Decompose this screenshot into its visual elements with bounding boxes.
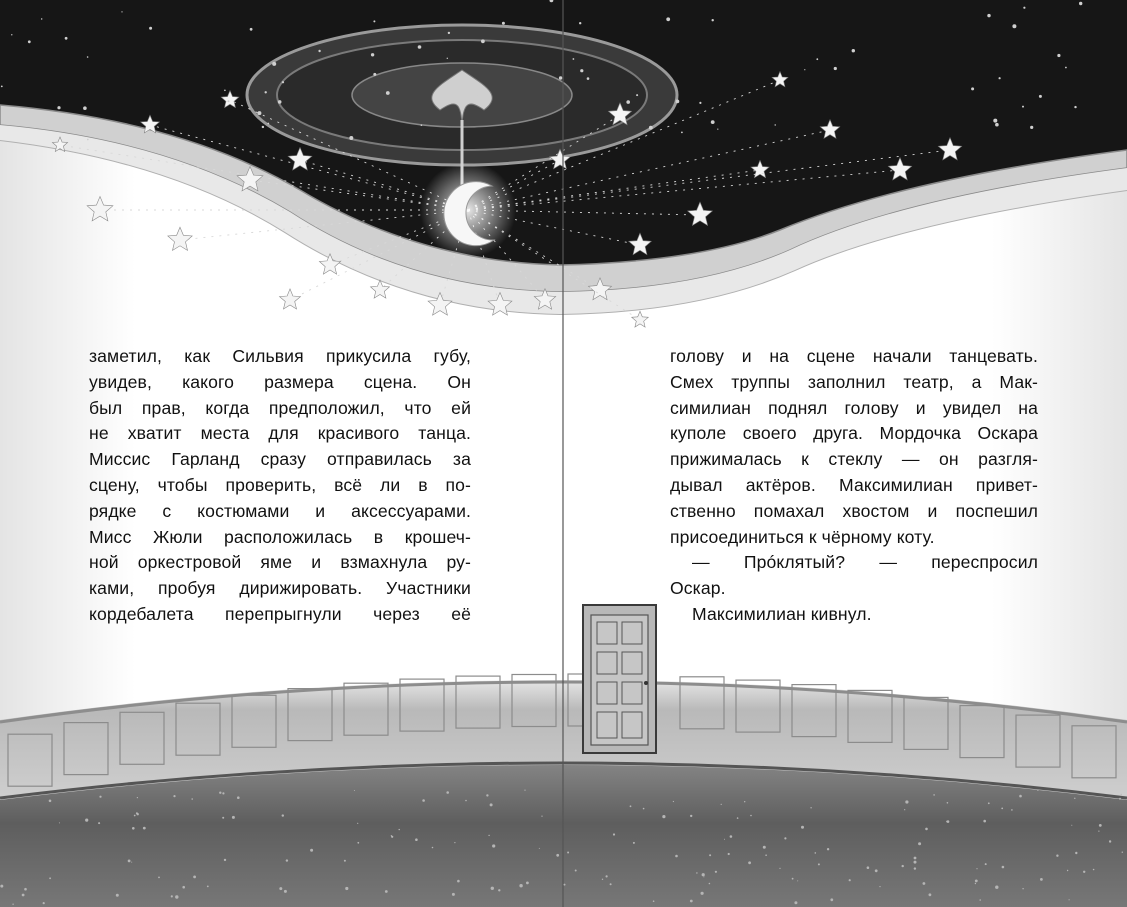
floor-speck [643,808,645,810]
star-dot [1039,95,1042,98]
floor-speck [810,807,811,808]
star-dot [475,93,478,96]
star-dot [1023,7,1025,9]
floor-speck [702,873,705,876]
floor-speck [498,889,500,891]
star-dot [993,119,997,123]
floor-speck [730,835,733,838]
star-dot [1022,106,1024,108]
floor-speck [918,842,921,845]
star-dot [502,22,505,25]
star-dot [318,50,320,52]
floor-speck [979,899,981,901]
floor-speck [282,814,284,816]
floor-speck [947,802,949,804]
star-dot [717,129,718,130]
floor-speck [432,847,434,849]
star-dot [57,106,60,109]
left-line-6: сцену, чтобы проверить, всё ли в по- [89,474,471,495]
floor-speck [867,866,870,869]
star-dot [587,77,590,80]
floor-speck [947,820,950,823]
star-dot [65,37,68,40]
floor-speck [116,894,119,897]
floor-speck [675,855,678,858]
floor-speck [454,842,455,843]
star-dot [1012,24,1016,28]
star-dot [282,81,284,83]
star-dot [649,126,653,130]
floor-speck [1119,798,1121,800]
floor-speck [696,872,697,873]
star-dot [971,87,974,90]
right-line-10: Оскар. [670,578,726,599]
floor-speck [792,878,794,880]
star-dot [995,123,999,127]
floor-speck [222,817,224,819]
star-dot [987,14,990,17]
floor-speck [182,886,185,889]
floor-speck [606,875,608,877]
right-page-text [670,344,1038,628]
floor-speck [929,893,932,896]
star-dot [373,20,375,22]
star-dot [804,69,805,70]
floor-speck [709,854,711,856]
star-dot [712,19,714,21]
floor-speck [1056,855,1058,857]
floor-speck [556,854,559,857]
star-dot [349,136,353,140]
star-dot [1,86,3,88]
floor-speck [925,828,928,831]
star-dot [278,100,282,104]
floor-speck [701,892,704,895]
floor-speck [1083,871,1085,873]
star-dot [666,17,670,21]
floor-speck [207,886,209,888]
floor-speck [748,861,751,864]
star-dot [1079,2,1082,5]
floor-speck [737,817,739,819]
star-dot [418,45,422,49]
floor-speck [1098,831,1099,832]
floor-speck [415,838,418,841]
floor-speck [1122,852,1123,853]
floor-speck [818,863,820,865]
star-dot [447,58,448,59]
star-dot [41,18,42,19]
floor-speck [673,801,674,802]
floor-speck [914,861,917,864]
floor-speck [744,801,745,802]
floor-speck [779,868,780,869]
star-dot [579,22,581,24]
star-dot [559,76,562,79]
star-dot [816,58,818,60]
left-page-text [89,344,471,628]
floor-speck [633,842,635,844]
floor-speck [219,792,221,794]
floor-speck [143,827,146,830]
star-dot [87,139,89,141]
floor-speck [191,798,193,800]
star-dot [373,73,376,76]
floor-speck [357,823,358,824]
floor-speck [765,854,767,856]
star-dot [11,34,12,35]
floor-speck [827,848,829,850]
floor-speck [1099,824,1102,827]
floor-speck [905,800,908,803]
star-dot [83,106,87,110]
floor-speck [794,901,797,904]
floor-speck [801,826,804,829]
left-line-1: заметил, как Сильвия прикусила губу, [89,346,471,366]
floor-speck [975,883,976,884]
floor-speck [983,820,986,823]
floor-speck [763,846,766,849]
floor-speck [879,886,880,887]
floor-speck [131,862,132,863]
right-line-8: присоединиться к чёрному коту. [670,526,935,547]
star-dot [121,11,122,12]
star-dot [149,27,152,30]
right-line-9: — Прóклятый? — переспросил [692,552,1038,573]
floor-speck [709,883,711,885]
floor-speck [923,882,926,885]
floor-speck [12,904,13,905]
floor-speck [128,860,131,863]
door [583,605,656,753]
floor-speck [1075,852,1077,854]
floor-speck [526,882,529,885]
floor-speck [488,835,489,836]
star-dot [711,120,715,124]
floor-speck [1040,878,1043,881]
floor-speck [446,791,449,794]
floor-speck [830,898,833,901]
floor-speck [1037,790,1038,791]
floor-speck [391,835,392,836]
floor-speck [490,803,493,806]
floor-speck [452,893,455,896]
floor-speck [564,884,566,886]
floor-speck [486,794,488,796]
floor-speck [1001,808,1003,810]
floor-speck [99,796,101,798]
floor-speck [653,900,655,902]
star-dot [267,123,269,125]
floor-speck [988,802,990,804]
floor-speck [136,812,138,814]
star-dot [265,91,267,93]
floor-speck [284,890,287,893]
right-line-6: дывал актёров. Максимилиан привет- [670,474,1038,495]
floor-speck [399,829,400,830]
star-dot [834,67,837,70]
floor-speck [567,852,569,854]
floor-speck [610,883,612,885]
floor-speck [310,849,313,852]
floor-speck [357,842,359,844]
floor-speck [541,816,542,817]
floor-speck [815,852,817,854]
right-line-1: голову и на сцене начали танцевать. [670,346,1038,366]
star-dot [626,100,630,104]
floor-speck [690,900,693,903]
floor-speck [492,844,495,847]
floor-speck [173,795,175,797]
floor-speck [875,869,878,872]
floor-speck [132,827,135,830]
floor-speck [158,877,160,879]
floor-speck [22,894,25,897]
star-dot [124,128,126,130]
floor-speck [902,865,904,867]
floor-speck [519,884,522,887]
star-dot [87,56,89,58]
floor-speck [1071,825,1072,826]
star-dot [257,111,261,115]
star-dot [775,124,776,125]
floor-speck [524,790,525,791]
floor-speck [1121,794,1122,795]
star-dot [448,32,450,34]
star-dot [1030,126,1033,129]
left-line-5: Миссис Гарланд сразу отправилась за [89,449,471,470]
floor-speck [491,887,494,890]
floor-speck [975,880,978,883]
left-line-3: был прав, когда предположил, что ей [89,397,471,418]
star-dot [1065,67,1067,69]
floor-speck [1022,888,1023,889]
floor-speck [914,867,916,869]
floor-speck [43,902,45,904]
floor-speck [914,857,917,860]
floor-speck [1019,795,1022,798]
star-dot [28,40,31,43]
floor-speck [721,804,722,805]
star-dot [228,100,230,102]
left-line-9: ной оркестровой яме и взмахнула ру- [89,552,471,573]
left-line-4: не хватит места для красивого танца. [89,423,471,444]
star-dot [1057,54,1060,57]
floor-speck [1109,840,1111,842]
floor-speck [279,887,282,890]
star-dot [573,58,575,60]
left-line-2: увидев, какого размера сцена. Он [89,371,471,392]
floor-speck [995,886,998,889]
star-dot [250,28,253,31]
left-line-8: Мисс Жюли расположилась в крошеч- [89,526,471,547]
star-dot [999,77,1001,79]
floor-speck [1002,866,1005,869]
floor-speck [222,792,224,794]
star-dot [1074,106,1076,108]
floor-speck [24,888,27,891]
floor-speck [1067,870,1068,871]
star-dot [681,132,683,134]
floor-speck [613,833,615,835]
right-line-2: Смех труппы заполнил театр, а Мак- [670,371,1038,392]
floor-speck [1074,798,1075,799]
floor-speck [985,863,987,865]
floor-speck [703,876,704,877]
left-line-11: кордебалета перепрыгнули через её [89,603,471,624]
floor-speck [602,879,603,880]
floor-speck [849,879,851,881]
floor-speck [354,790,355,791]
floor-speck [1011,809,1013,811]
floor-speck [784,837,786,839]
star-dot [224,90,226,92]
floor-speck [630,805,632,807]
star-dot [676,100,680,104]
right-line-4: куполе своего друга. Мордочка Оскара [670,423,1038,444]
floor-speck [715,871,717,873]
floor-speck [193,876,196,879]
floor-speck [933,794,935,796]
floor-speck [797,880,798,881]
floor-speck [728,853,730,855]
star-dot [636,94,638,96]
floor-speck [1093,869,1095,871]
floor-speck [690,815,692,817]
floor-speck [904,809,905,810]
floor-speck [344,860,346,862]
floor-speck [539,848,540,849]
floor-speck [134,815,136,817]
floor-speck [137,797,138,798]
floor-speck [1069,899,1070,900]
floor-speck [59,822,60,823]
floor-speck [422,799,425,802]
floor-speck [175,895,178,898]
floor-speck [385,890,388,893]
floor-speck [345,887,348,890]
right-line-7: ственно помахал хвостом и поспешил [670,500,1038,521]
floor-speck [49,877,51,879]
right-line-11: Максимилиан кивнул. [692,603,872,624]
floor-speck [98,822,100,824]
star-dot [386,91,390,95]
left-line-10: ками, пробуя дирижировать. Участники [89,578,471,599]
floor-speck [237,796,240,799]
floor-speck [49,800,52,803]
star-dot [699,102,701,104]
star-dot [852,49,855,52]
floor-speck [465,800,467,802]
star-dot [371,53,374,56]
star-dot [580,69,583,72]
floor-speck [286,859,288,861]
floor-speck [232,816,235,819]
floor-speck [457,880,460,883]
floor-speck [85,819,88,822]
floor-speck [575,870,577,872]
floor-speck [662,815,665,818]
right-line-3: симилиан поднял голову и увидел на [670,397,1038,418]
crescent-moon-chandelier [420,162,516,258]
left-line-7: рядке с костюмами и аксессуарами. [89,500,471,521]
floor-speck [0,885,3,888]
star-dot [481,39,485,43]
floor-speck [171,895,173,897]
star-dot [262,126,264,128]
right-line-5: прижималась к стеклу — он разгля- [670,449,1038,470]
star-dot [421,124,423,126]
floor-speck [750,815,752,817]
floor-speck [724,839,725,840]
floor-speck [976,868,977,869]
star-dot [272,62,276,66]
floor-speck [224,859,226,861]
